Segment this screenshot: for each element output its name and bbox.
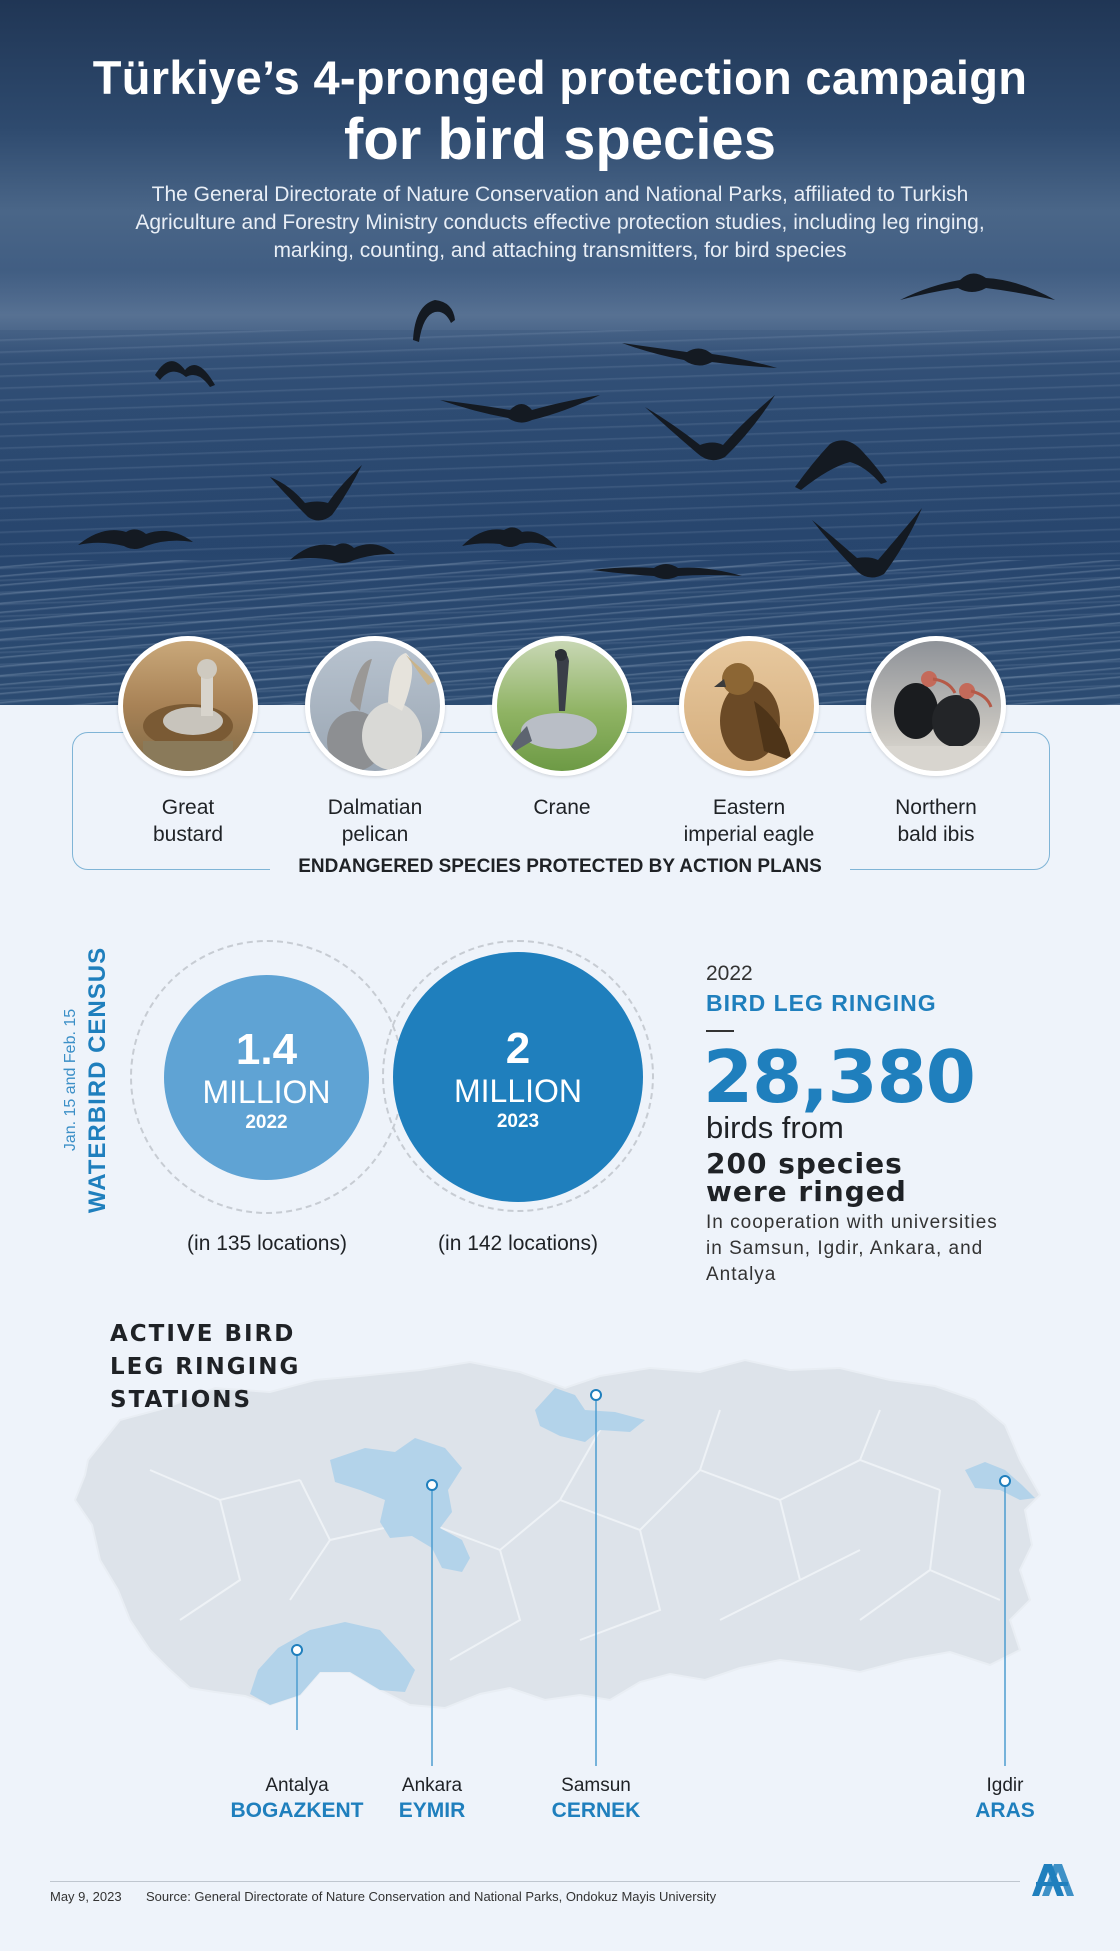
ringing-birds-from: birds from [706, 1110, 844, 1145]
flying-bird-icon [150, 345, 220, 405]
station-ankara [342, 1775, 522, 1823]
station-marker-samsun [591, 1390, 601, 1400]
census-locations-2022: (in 135 locations) [187, 1232, 347, 1255]
station-name: ARAS [975, 1799, 1035, 1822]
page-title: Türkiye’s 4-pronged protection campaign [92, 51, 1028, 104]
species-crane [477, 636, 647, 821]
census-value: 1.4 [235, 1025, 298, 1074]
flying-bird-icon [592, 558, 742, 583]
footer-date: May 9, 2023 [50, 1889, 122, 1904]
ringing-species-line1: 200 species [706, 1147, 903, 1180]
flying-bird-icon [78, 520, 193, 560]
flying-bird-icon [405, 290, 460, 350]
ringing-species-line2: were ringed [706, 1175, 907, 1208]
ringing-count: 28,380 [703, 1035, 975, 1119]
ringing-species [706, 1147, 1006, 1208]
divider [706, 1030, 734, 1032]
flying-bird-icon [440, 390, 600, 430]
aa-logo [1028, 1858, 1074, 1900]
station-name: BOGAZKENT [230, 1799, 364, 1822]
map-title-line2: LEG RINGING [110, 1354, 301, 1380]
footer-source: Source: General Directorate of Nature Conservation and National Parks, Ondokuz Mayis University [146, 1889, 717, 1904]
page-subtitle: The General Directorate of Nature Conservation and National Parks, affiliated to Turkish Agriculture and Forestry Ministry conducts effective protection studies, including leg ringing, marking, counting, and attaching transmitters, for bird species [135, 183, 985, 262]
footer-divider [50, 1881, 1020, 1882]
census-unit: MILLION [202, 1074, 331, 1110]
species-northern-bald-ibis [851, 636, 1021, 848]
species-great-bustard [103, 636, 273, 848]
great-bustard-photo [118, 636, 258, 776]
station-city: Antalya [265, 1775, 329, 1796]
station-name: EYMIR [398, 1799, 466, 1822]
station-city: Igdir [986, 1775, 1024, 1796]
dalmatian-pelican-photo [305, 636, 445, 776]
species-name: Dalmatian [327, 796, 423, 819]
flying-bird-icon [270, 465, 365, 525]
station-samsun [506, 1775, 686, 1823]
station-marker-antalya [292, 1645, 302, 1655]
species-name: bustard [152, 823, 224, 846]
northern-bald-ibis-photo [866, 636, 1006, 776]
species-name: Northern [895, 796, 977, 819]
station-city: Ankara [401, 1775, 463, 1796]
station-marker-ankara [427, 1480, 437, 1490]
census-circle-2023 [393, 952, 643, 1202]
species-name: Great [161, 796, 215, 819]
eastern-imperial-eagle-photo [679, 636, 819, 776]
flying-bird-icon [622, 338, 777, 373]
species-caption: ENDANGERED SPECIES PROTECTED BY ACTION PLANS [270, 856, 850, 878]
station-igdir [915, 1775, 1095, 1823]
census-dates: Jan. 15 and Feb. 15 [62, 1008, 79, 1152]
map-title-line3: STATIONS [110, 1387, 253, 1413]
ringing-cooperation: In cooperation with universities in Samsun, Igdir, Ankara, and Antalya [706, 1212, 998, 1285]
flying-bird-icon [462, 518, 557, 558]
map-title [110, 1318, 300, 1417]
flying-bird-icon [795, 432, 890, 492]
station-city: Samsun [561, 1775, 631, 1796]
species-name: bald ibis [897, 823, 975, 846]
census-year: 2022 [245, 1112, 288, 1133]
species-dalmatian-pelican [290, 636, 460, 848]
census-unit: MILLION [453, 1073, 583, 1109]
species-eastern-imperial-eagle [664, 636, 834, 848]
flying-bird-icon [645, 395, 775, 465]
species-name: Crane [533, 796, 591, 819]
flying-bird-icon [900, 260, 1055, 305]
flying-bird-icon [290, 532, 395, 572]
census-title: WATERBIRD CENSUS [84, 946, 111, 1214]
map-title-line1: ACTIVE BIRD [110, 1321, 296, 1347]
station-name: CERNEK [551, 1799, 641, 1822]
station-marker-igdir [1000, 1476, 1010, 1486]
crane-photo [492, 636, 632, 776]
species-name: imperial eagle [683, 823, 815, 846]
species-name: Eastern [712, 796, 786, 819]
hero-photo [0, 0, 1120, 705]
species-name: pelican [341, 823, 409, 846]
census-side-label [62, 945, 112, 1215]
census-value: 2 [505, 1024, 531, 1073]
ringing-title: BIRD LEG RINGING [706, 990, 937, 1016]
census-circle-2022 [164, 975, 369, 1180]
census-year: 2023 [496, 1111, 540, 1132]
ringing-year: 2022 [706, 962, 753, 985]
census-locations-2023: (in 142 locations) [438, 1232, 598, 1255]
flying-bird-icon [812, 508, 927, 583]
page-title-line2: for bird species [344, 107, 776, 172]
